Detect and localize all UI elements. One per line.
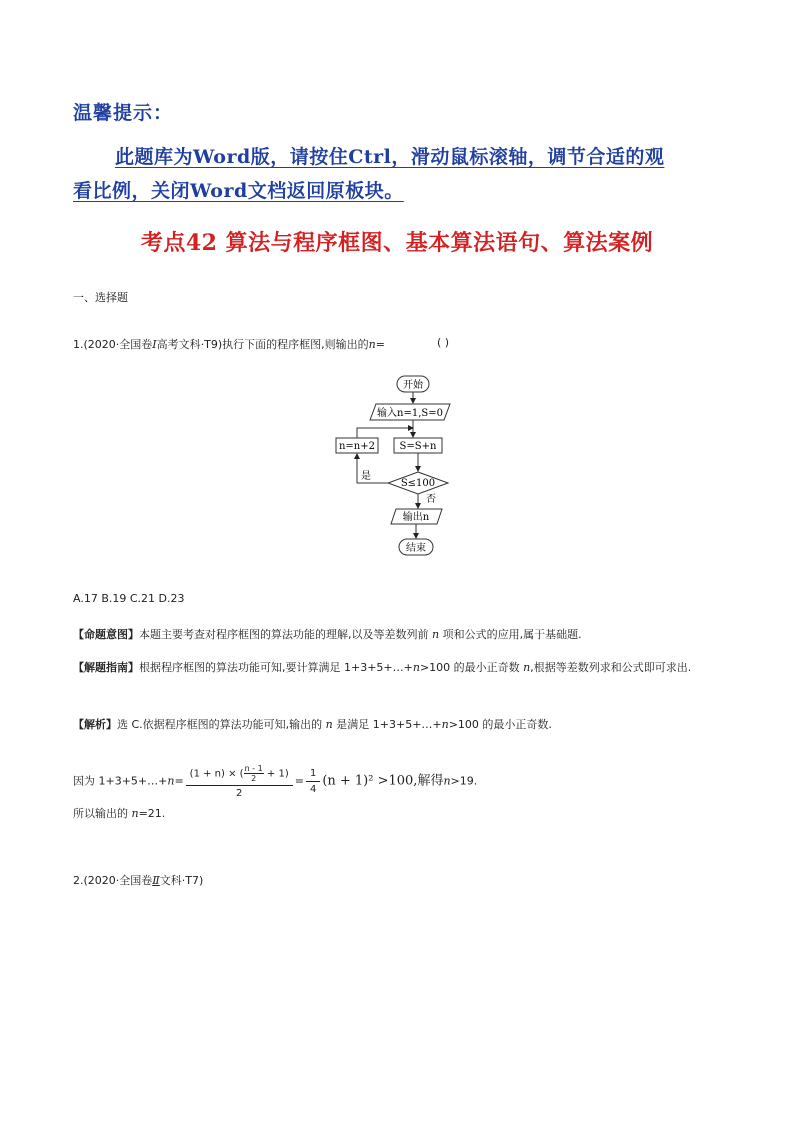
inner-fraction-top: n - 1 (244, 764, 263, 773)
tip-title: 温馨提示： (73, 102, 174, 124)
guide-text-b: >100 的最小正奇数 (419, 661, 520, 674)
q1-stem-roman: Ⅰ (152, 338, 157, 351)
flow-decision-text: S≤100 (400, 478, 436, 489)
tip-line1: 此题库为Word版，请按住Ctrl，滑动鼠标滚轴，调节合适的观 (115, 146, 665, 168)
analysis-paragraph (73, 714, 721, 736)
calc-num-a: (1 + n) × (189, 768, 240, 780)
intent-text-b: 项和公式的应用,属于基础题. (442, 628, 582, 641)
q2-stem-a: 2.(2020·全国卷 (73, 874, 153, 887)
inner-fraction-bottom: 2 (251, 774, 257, 783)
calculation-line (73, 764, 477, 799)
flowchart (320, 368, 470, 558)
sum-fraction (186, 764, 293, 799)
q1-stem-b: 高考文科·T9)执行下面的程序框图,则输出的 (156, 338, 369, 351)
calc-eq: = (174, 774, 184, 788)
sum-fraction-numerator: (1 + n) × ( $\frac{n - 1}{2}$ + 1) (186, 764, 293, 786)
analysis-text-a: 选 C.依据程序框图的算法功能可知,输出的 (117, 718, 323, 731)
calc-num-b: + 1 (263, 768, 285, 780)
inner-fraction (244, 764, 264, 783)
quarter-numerator: 1 (306, 768, 320, 782)
intent-paragraph (73, 624, 721, 646)
calc-rest: (n + 1)² >100,解得 (322, 773, 444, 789)
flow-input-text: 输入n=1,S=0 (377, 408, 443, 419)
flow-yes-label: 是 (361, 471, 371, 482)
conclusion-text-a: 所以输出的 (73, 807, 128, 820)
flow-increment-text: n=n+2 (338, 441, 376, 452)
analysis-text-b: 是满足 1+3+5+…+ (336, 718, 442, 731)
analysis-label: 【解析】 (73, 718, 117, 731)
flow-end-text: 结束 (406, 543, 426, 554)
answer-paren: ( ) (437, 336, 450, 349)
guide-text-c: ,根据等差数列求和公式即可求出. (530, 661, 692, 674)
flow-sum-text: S=S+n (399, 441, 437, 452)
calc-text-a: 因为 1+3+5+…+ (73, 774, 168, 788)
guide-text-a: 根据程序框图的算法功能可知,要计算满足 1+3+5+…+ (139, 661, 413, 674)
quarter-fraction (306, 768, 320, 795)
conclusion-line (73, 805, 165, 821)
flow-loop-line (357, 428, 413, 438)
calc-var: n (167, 774, 175, 788)
conclusion-var: n (131, 807, 139, 820)
guide-paragraph (73, 657, 721, 679)
intent-var: n (432, 628, 440, 641)
conclusion-text-b: =21. (138, 807, 166, 820)
q1-stem-c: = (375, 338, 385, 351)
q2-stem-roman: Ⅱ (152, 874, 160, 887)
intent-text-a: 本题主要考查对程序框图的算法功能的理解,以及等差数列前 (139, 628, 429, 641)
section-heading: 一、选择题 (73, 291, 128, 304)
flow-output-text: 输出n (402, 512, 430, 523)
flow-no-label: 否 (426, 494, 436, 505)
q1-stem-var: n (368, 338, 376, 351)
sum-fraction-denominator: 2 (236, 788, 243, 799)
calc-eq-2: = (294, 774, 304, 788)
analysis-var-2: n (441, 718, 449, 731)
question-2-stem (73, 872, 203, 888)
analysis-text-c: >100 的最小正奇数. (448, 718, 552, 731)
intent-label: 【命题意图】 (73, 628, 139, 641)
tip-body (73, 140, 733, 208)
page-title: 考点42 算法与程序框图、基本算法语句、算法案例 (140, 230, 654, 256)
tip-line2: 看比例，关闭Word文档返回原板块。 (73, 180, 404, 202)
guide-var: n (412, 661, 420, 674)
flow-start-text: 开始 (403, 380, 423, 391)
q1-stem-a: 1.(2020·全国卷 (73, 338, 153, 351)
q2-stem-b: 文科·T7) (159, 874, 204, 887)
calc-var-2: n (443, 774, 451, 788)
calc-end: >19. (450, 774, 478, 788)
quarter-denominator: 4 (309, 784, 317, 795)
guide-label: 【解题指南】 (73, 661, 139, 674)
answer-options: A.17 B.19 C.21 D.23 (73, 592, 185, 605)
guide-var-2: n (523, 661, 531, 674)
question-1-stem (73, 336, 385, 352)
analysis-var: n (325, 718, 333, 731)
